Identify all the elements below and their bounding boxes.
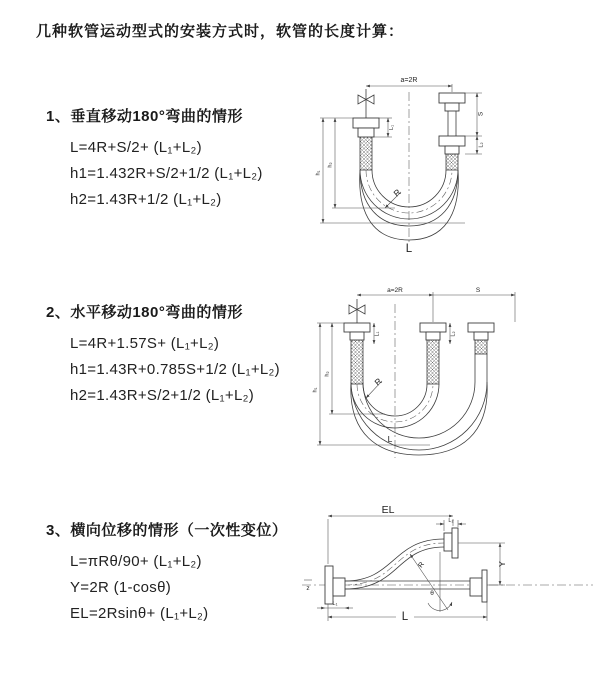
- section-lateral-offset: [46, 519, 321, 627]
- fitting-l2-label: L₂: [478, 142, 485, 148]
- hose-braid-right: [475, 340, 487, 354]
- flange-fitting: [444, 528, 458, 558]
- diagram-lateral-offset: [300, 502, 600, 657]
- formula-line: h2=1.43R+1/2 (L₁+L₂): [70, 191, 222, 208]
- datum-z-label: z: [306, 585, 310, 592]
- flange-fitting: [344, 323, 370, 340]
- diagram-horizontal-180: [310, 282, 595, 467]
- fitting-l1-label: L₁: [332, 601, 338, 607]
- bend-radius-label: R: [391, 186, 403, 199]
- formula-line: L=4R+1.57S+ (L₁+L₂): [70, 335, 220, 352]
- fitting-l2-label: L₂: [450, 331, 457, 337]
- flange-fitting: [468, 323, 494, 340]
- section-1-heading: 1、垂直移动180°弯曲的情形: [46, 108, 243, 125]
- hose-braid-right: [446, 154, 458, 170]
- formula-line: L=πRθ/90+ (L₁+L₂): [70, 553, 202, 570]
- formula-line: EL=2Rsinθ+ (L₁+L₂): [70, 605, 209, 622]
- diagram-vertical-180: [315, 68, 590, 258]
- dim-y-label: Y: [497, 561, 507, 567]
- fitting-l2-label: L₂: [448, 518, 454, 524]
- formula-line: Y=2R (1-cosθ): [70, 579, 172, 596]
- fitting-l1-label: L₁: [374, 331, 381, 337]
- page-title: 几种软管运动型式的安装方式时，软管的长度计算：: [36, 23, 405, 40]
- length-l-label: L: [401, 611, 409, 623]
- dim-s-label: S: [477, 111, 485, 117]
- dim-h2-label: h₂: [324, 371, 331, 377]
- formula-line: h1=1.43R+0.785S+1/2 (L₁+L₂): [70, 361, 280, 378]
- section-2-heading: 2、水平移动180°弯曲的情形: [46, 304, 243, 321]
- flange-fitting: [470, 570, 487, 602]
- dim-h1-label: h₁: [315, 170, 322, 176]
- dim-a2r-label: a=2R: [400, 77, 418, 84]
- radius-label: R: [417, 561, 427, 570]
- flange-fitting: [439, 93, 465, 154]
- formula-line: h2=1.43R+S/2+1/2 (L₁+L₂): [70, 387, 255, 404]
- dim-el-label: EL: [381, 504, 395, 516]
- hose-shifted-curve: [363, 382, 475, 438]
- bend-radius-label: R: [372, 375, 384, 388]
- theta-label: θ: [430, 590, 434, 597]
- section-vertical-180: [46, 105, 321, 213]
- fitting-l1-label: L₁: [389, 125, 395, 130]
- flange-fitting: [325, 566, 345, 604]
- hose-s-curve: [345, 539, 444, 581]
- length-l-label: L: [387, 434, 393, 444]
- formula-line: h1=1.432R+S/2+1/2 (L₁+L₂): [70, 165, 263, 182]
- hose-braid-mid: [427, 340, 439, 384]
- formula-line: L=4R+S/2+ (L₁+L₂): [70, 139, 202, 156]
- flange-fitting: [420, 323, 446, 340]
- dim-h2-label: h₂: [327, 162, 334, 168]
- section-3-heading: 3、横向位移的情形（一次性变位）: [46, 522, 288, 539]
- section-horizontal-180: [46, 301, 321, 409]
- dim-s-label: S: [475, 287, 481, 294]
- hose-braid-left: [351, 340, 363, 384]
- hose-slack-curve: [351, 382, 487, 455]
- dim-a2r-label: a=2R: [387, 287, 403, 294]
- flange-fitting: [353, 118, 379, 137]
- length-l-label: L: [405, 243, 413, 255]
- hose-braid-left: [360, 137, 372, 170]
- dim-h1-label: h₁: [312, 387, 319, 393]
